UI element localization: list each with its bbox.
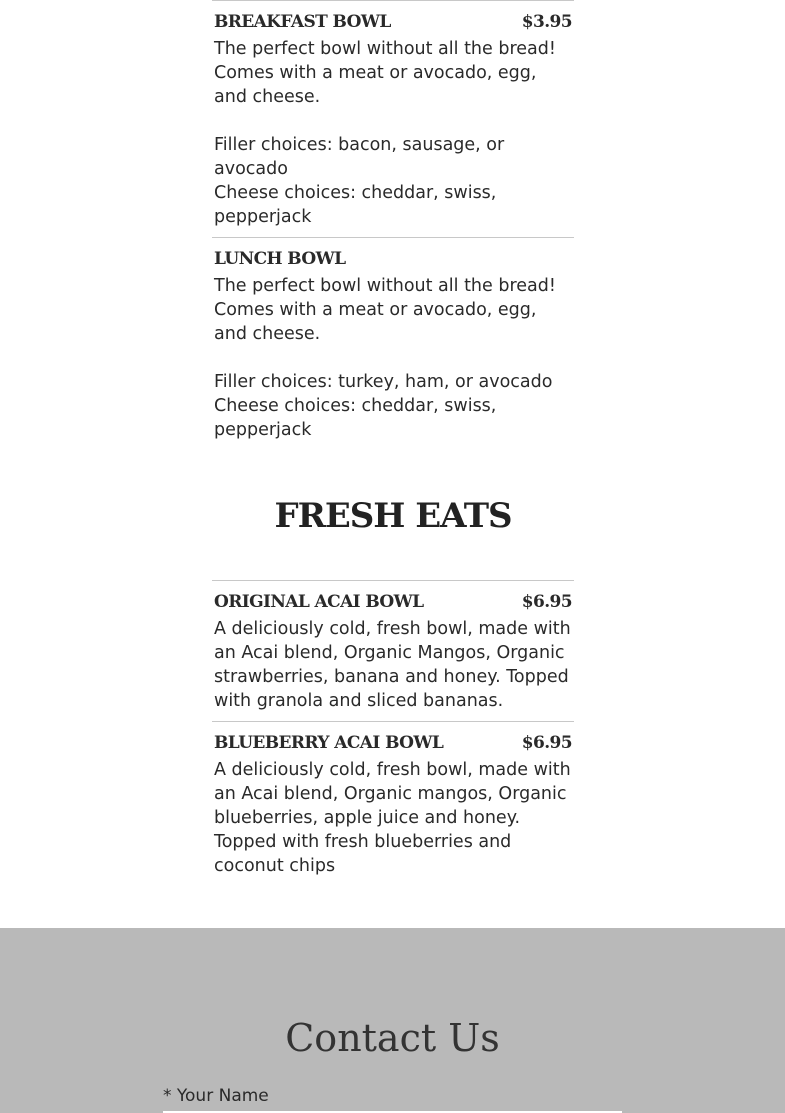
menu-item-header (214, 7, 572, 37)
menu-item-price: $6.95 (521, 592, 572, 612)
menu-section-bowls (212, 0, 574, 450)
contact-section (0, 928, 785, 1113)
menu-item-price: $6.95 (521, 733, 572, 753)
menu-item-description: A deliciously cold, fresh bowl, made with an Acai blend, Organic Mangos, Organic strawberries, banana and honey. Topped with granola and sliced bananas. (214, 619, 571, 711)
menu-item-header (214, 728, 572, 758)
menu-section-fresh-eats (212, 496, 574, 886)
menu-item-name: BLUEBERRY ACAI BOWL (214, 733, 444, 753)
name-field-label: * Your Name (163, 1086, 269, 1106)
menu-item-name: ORIGINAL ACAI BOWL (214, 592, 424, 612)
menu-item-lunch-bowl (212, 237, 574, 450)
menu-item-name: BREAKFAST BOWL (214, 12, 391, 32)
menu-item-header (214, 244, 572, 274)
menu-item-original-acai-bowl (212, 580, 574, 721)
menu-item-header (214, 587, 572, 617)
menu-item-description: The perfect bowl without all the bread! Comes with a meat or avocado, egg, and cheese. Filler choices: turkey, ham, or avocado Cheese choices: cheddar, swiss, pepperjack (214, 276, 556, 440)
menu-item-description: The perfect bowl without all the bread! Comes with a meat or avocado, egg, and cheese. Filler choices: bacon, sausage, or avocado Cheese choices: cheddar, swiss, pepperjack (214, 39, 556, 227)
menu-item-name: LUNCH BOWL (214, 249, 346, 269)
menu-list (212, 0, 574, 886)
menu-item-breakfast-bowl (212, 0, 574, 237)
section-title: FRESH EATS (274, 496, 512, 536)
menu-item-blueberry-acai-bowl (212, 721, 574, 886)
contact-title: Contact Us (285, 1016, 500, 1060)
menu-item-description: A deliciously cold, fresh bowl, made with an Acai blend, Organic mangos, Organic blueberries, apple juice and honey. Topped with fresh blueberries and coconut chips (214, 760, 571, 876)
menu-item-price: $3.95 (521, 12, 572, 32)
